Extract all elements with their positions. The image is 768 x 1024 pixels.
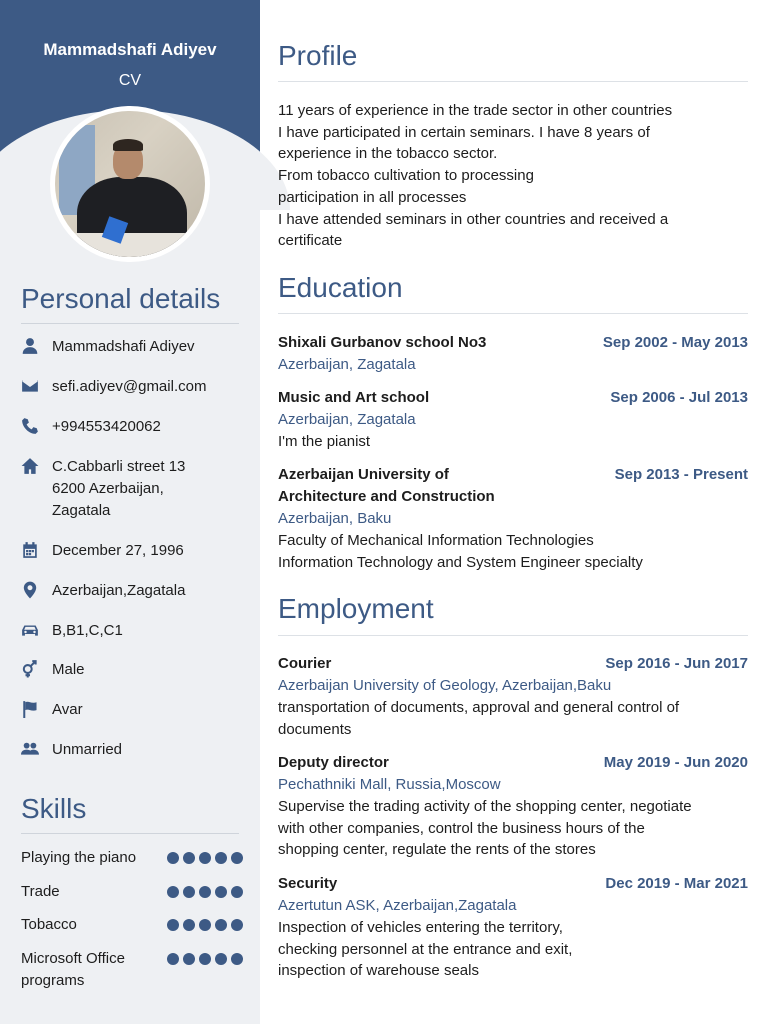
entry-place: Azerbaijan, Zagatala <box>278 411 416 428</box>
phone-icon <box>20 416 40 436</box>
skills-heading: Skills <box>21 793 87 824</box>
detail-gender <box>20 659 250 681</box>
profile-line: certificate <box>278 232 343 250</box>
detail-address <box>20 456 250 522</box>
detail-text: Azerbaijan,Zagatala <box>52 582 186 599</box>
entry-title: Courier <box>278 655 332 672</box>
skill-item <box>21 881 243 903</box>
profile-line: From tobacco cultivation to processing <box>278 167 534 185</box>
profile-heading: Profile <box>278 40 358 71</box>
employment-entry <box>278 653 748 740</box>
skill-item <box>21 847 243 869</box>
divider <box>278 81 748 82</box>
detail-text: B,B1,C,C1 <box>52 622 123 639</box>
profile-photo <box>50 106 210 262</box>
divider <box>278 635 748 636</box>
location-pin-icon <box>20 580 40 600</box>
employment-entry <box>278 752 748 861</box>
entry-description: Inspection of vehicles entering the territory, checking personnel at the entrance and exit, inspection of warehouse seals <box>278 919 573 980</box>
skill-rating <box>167 886 243 898</box>
detail-driving-license <box>20 620 250 642</box>
gender-icon <box>20 659 40 679</box>
calendar-icon <box>20 540 40 560</box>
envelope-icon <box>20 376 40 396</box>
entry-description: Faculty of Mechanical Information Technologies Information Technology and System Engineer specialty <box>278 532 643 571</box>
car-icon <box>20 620 40 640</box>
skill-rating <box>167 852 243 864</box>
entry-title: Security <box>278 875 338 892</box>
detail-text: Mammadshafi Adiyev <box>52 338 195 355</box>
employment-entry <box>278 873 748 982</box>
detail-location <box>20 580 250 602</box>
detail-birthdate <box>20 540 250 562</box>
detail-text: Male <box>52 661 85 678</box>
profile-line: experience in the tobacco sector. <box>278 145 498 163</box>
detail-marital-status <box>20 739 250 761</box>
entry-place: Pechathniki Mall, Russia,Moscow <box>278 776 501 793</box>
profile-line: I have attended seminars in other countries and received a <box>278 210 669 228</box>
detail-text: Avar <box>52 701 83 718</box>
entry-place: Azerbaijan University of Geology, Azerbaijan,Baku <box>278 677 612 694</box>
education-entry <box>278 464 748 573</box>
skill-label: Playing the piano <box>21 849 137 866</box>
profile-summary <box>278 100 748 252</box>
candidate-name: Mammadshafi Adiyev <box>43 40 217 59</box>
divider <box>278 313 748 314</box>
skill-rating <box>167 919 243 931</box>
skill-label: Trade <box>21 883 60 900</box>
divider <box>21 323 239 324</box>
entry-place: Azerbaijan, Baku <box>278 510 392 527</box>
entry-place: Azertutun ASK, Azerbaijan,Zagatala <box>278 897 517 914</box>
entry-title: Azerbaijan University of Architecture and Construction <box>278 466 495 505</box>
entry-description: transportation of documents, approval and general control of documents <box>278 699 680 738</box>
detail-text: +994553420062 <box>52 418 161 435</box>
cv-label: CV <box>118 72 142 89</box>
skill-item <box>21 914 243 936</box>
profile-line: I have participated in certain seminars. I have 8 years of <box>278 123 650 141</box>
entry-date: Sep 2002 - May 2013 <box>602 334 748 351</box>
profile-line: 11 years of experience in the trade sector in other countries <box>278 102 673 119</box>
detail-email <box>20 376 250 398</box>
home-icon <box>20 456 40 476</box>
skill-item <box>21 948 243 992</box>
person-icon <box>20 336 40 356</box>
skill-rating <box>167 953 243 965</box>
detail-text: C.Cabbarli street 13 6200 Azerbaijan, Zagatala <box>52 458 186 519</box>
employment-heading: Employment <box>278 593 434 624</box>
detail-phone <box>20 416 250 438</box>
education-heading: Education <box>278 272 403 303</box>
entry-title: Deputy director <box>278 754 389 771</box>
entry-description: I'm the pianist <box>278 433 371 450</box>
entry-title: Shixali Gurbanov school No3 <box>278 334 487 351</box>
detail-text: Unmarried <box>52 741 123 758</box>
entry-date: Sep 2013 - Present <box>614 466 748 483</box>
entry-place: Azerbaijan, Zagatala <box>278 356 416 373</box>
entry-date: Dec 2019 - Mar 2021 <box>605 875 748 892</box>
entry-date: Sep 2016 - Jun 2017 <box>605 655 748 672</box>
entry-description: Supervise the trading activity of the shopping center, negotiate with other companies, control the business hours of the shopping center, regulate the rents of the stores <box>278 798 692 859</box>
detail-name <box>20 336 250 358</box>
users-icon <box>20 739 40 759</box>
profile-line: participation in all processes <box>278 188 467 206</box>
detail-text: December 27, 1996 <box>52 542 184 559</box>
skill-label: Tobacco <box>21 916 77 933</box>
divider <box>21 833 239 834</box>
skill-label: Microsoft Office programs <box>21 950 125 989</box>
personal-details-heading: Personal details <box>21 283 221 314</box>
entry-date: May 2019 - Jun 2020 <box>603 754 748 771</box>
education-entry <box>278 332 748 376</box>
detail-text: sefi.adiyev@gmail.com <box>52 378 207 395</box>
detail-nationality <box>20 699 250 721</box>
entry-title: Music and Art school <box>278 389 430 406</box>
flag-icon <box>20 699 40 719</box>
education-entry <box>278 387 748 453</box>
entry-date: Sep 2006 - Jul 2013 <box>610 389 748 406</box>
